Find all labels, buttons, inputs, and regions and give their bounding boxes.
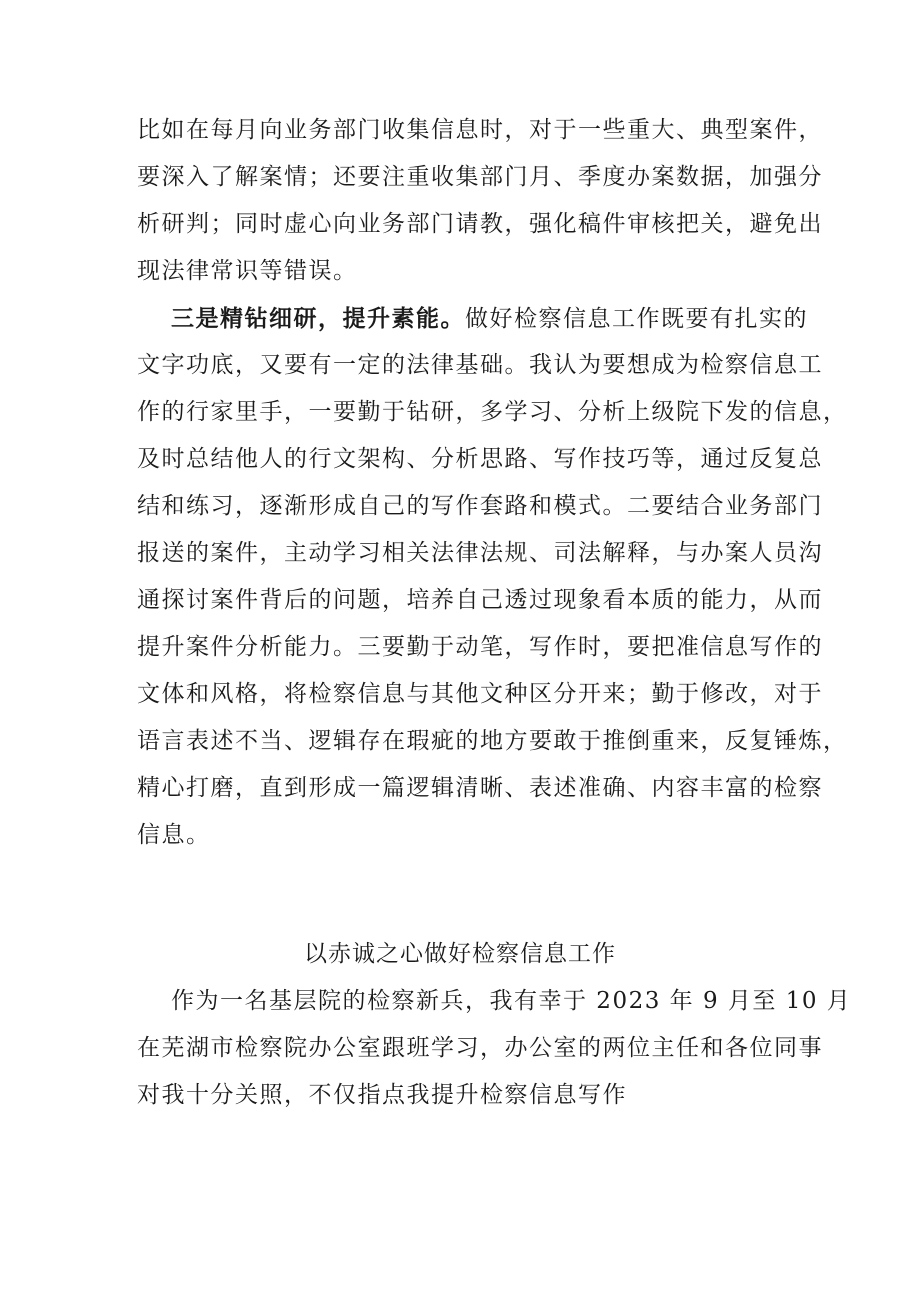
paragraph-3-line: 对我十分关照，不仅指点我提升检察信息写作: [137, 1082, 627, 1108]
paragraph-2-line: 作的行家里手，一要勤于钻研，多学习、分析上级院下发的信息，: [137, 399, 848, 425]
paragraph-2-line: 通探讨案件背后的问题，培养自己透过现象看本质的能力，从而: [137, 587, 823, 613]
paragraph-2-line: 文字功底，又要有一定的法律基础。我认为要想成为检察信息工: [137, 352, 823, 378]
paragraph-2-line: 结和练习，逐渐形成自己的写作套路和模式。二要结合业务部门: [137, 493, 823, 519]
paragraph-2: [137, 295, 848, 859]
paragraph-3: [137, 978, 852, 1119]
paragraph-3-line: 在芜湖市检察院办公室跟班学习，办公室的两位主任和各位同事: [137, 1035, 823, 1061]
paragraph-3-line: 作为一名基层院的检察新兵，我有幸于 2023 年 9 月至 10 月: [171, 988, 852, 1014]
paragraph-1-line: 比如在每月向业务部门收集信息时，对于一些重大、典型案件，: [137, 117, 823, 143]
paragraph-2-line: 精心打磨，直到形成一篇逻辑清晰、表述准确、内容丰富的检察: [137, 775, 823, 801]
paragraph-1-line: 要深入了解案情；还要注重收集部门月、季度办案数据，加强分: [137, 164, 823, 190]
paragraph-2-line: 文体和风格，将检察信息与其他文种区分开来；勤于修改，对于: [137, 681, 823, 707]
paragraph-2-line: 信息。: [137, 822, 211, 848]
paragraph-2-line: 报送的案件，主动学习相关法律法规、司法解释，与办案人员沟: [137, 540, 823, 566]
paragraph-2-heading: 三是精钻细研，提升素能。: [171, 305, 465, 332]
paragraph-2-line: 提升案件分析能力。三要勤于动笔，写作时，要把准信息写作的: [137, 634, 823, 660]
article-title: 以赤诚之心做好检察信息工作: [304, 941, 616, 967]
paragraph-1-line: 现法律常识等错误。: [137, 258, 358, 284]
paragraph-2-line: 及时总结他人的行文架构、分析思路、写作技巧等，通过反复总: [137, 446, 823, 472]
paragraph-1-line: 析研判；同时虚心向业务部门请教，强化稿件审核把关，避免出: [137, 211, 823, 237]
paragraph-2-first-line-rest: 做好检察信息工作既要有扎实的: [465, 306, 808, 332]
paragraph-2-first-line: [137, 295, 808, 342]
paragraph-1: [137, 107, 823, 295]
paragraph-2-line: 语言表述不当、逻辑存在瑕疵的地方要敢于推倒重来，反复锤炼，: [137, 728, 848, 754]
